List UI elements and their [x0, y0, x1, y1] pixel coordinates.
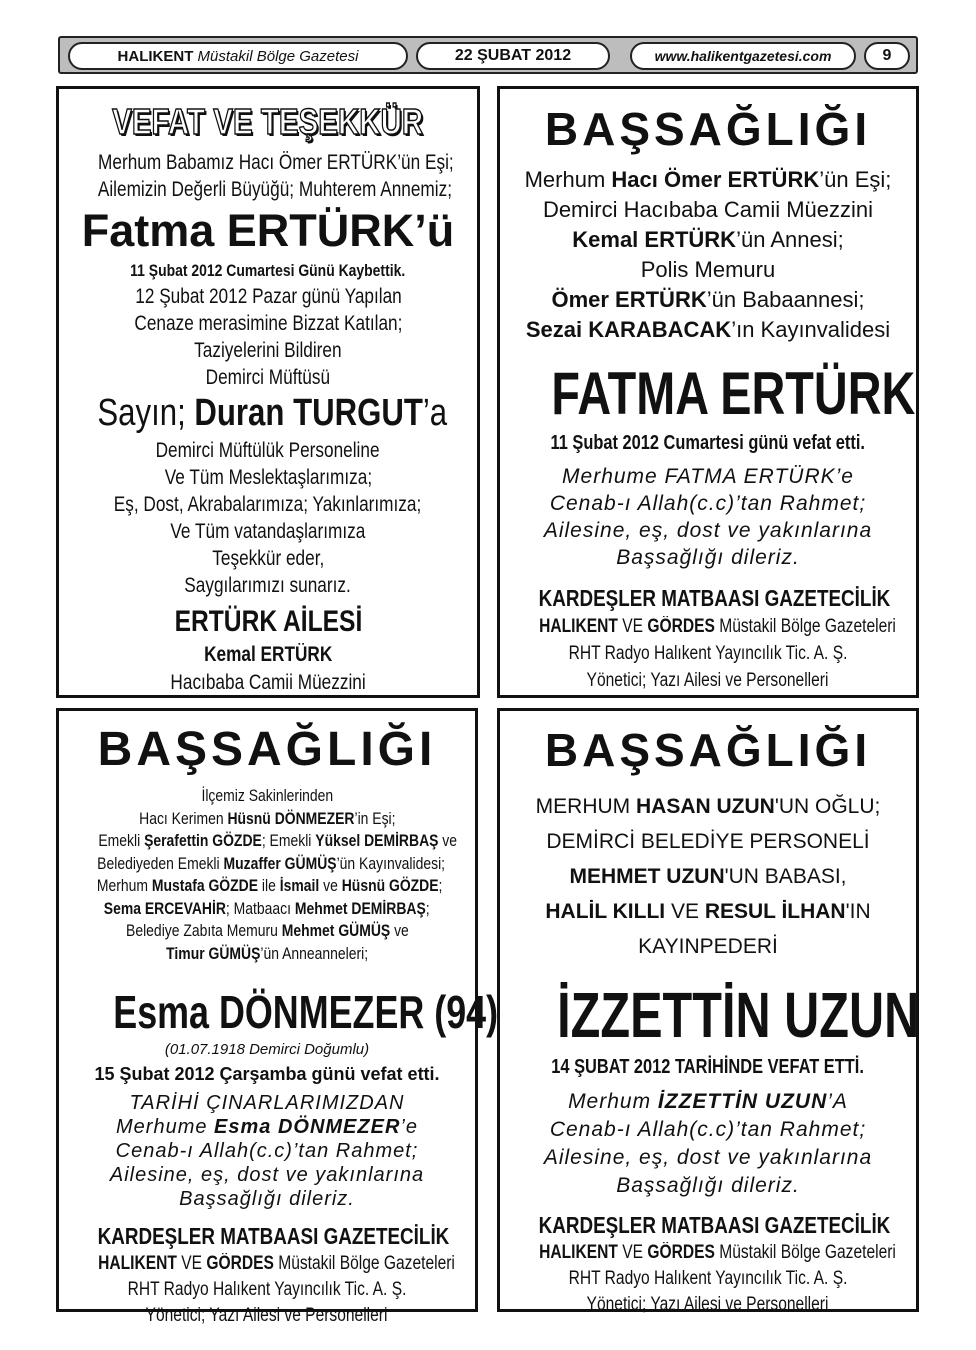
- notice4-sender: KARDEŞLER MATBAASI GAZETECİLİK: [538, 1212, 891, 1238]
- website-link[interactable]: [630, 42, 856, 70]
- notice4-line5: KAYINPEDERİ: [638, 935, 778, 958]
- notice-bassagligi-fatma: [497, 86, 919, 698]
- notice1-line1: Merhum Babamız Hacı Ömer ERTÜRK’ün Eşi;: [98, 151, 454, 174]
- notice3-sender: KARDEŞLER MATBAASI GAZETECİLİK: [97, 1223, 450, 1249]
- notice3-line1: İlçemiz Sakinlerinden: [201, 786, 333, 805]
- page-number: [864, 42, 910, 70]
- notice1-line10: Ve Tüm vatandaşlarımıza: [170, 520, 366, 543]
- notice2-title: BAŞSAĞLIĞI: [544, 103, 872, 155]
- notice2-deceased-name: FATMA ERTÜRK: [551, 360, 916, 427]
- notice1-signer-title: Hacıbaba Camii Müezzini: [170, 671, 366, 694]
- notice1-line11: Teşekkür eder,: [211, 547, 324, 570]
- notice4-death-date: 14 ŞUBAT 2012 TARİHİNDE VEFAT ETTİ.: [551, 1056, 865, 1078]
- notice2-line5: Ömer ERTÜRK’ün Babaannesi;: [551, 287, 865, 312]
- page-number-text: 9: [882, 47, 892, 64]
- notice3-condolence2: Cenab-ı Allah(c.c)’tan Rahmet;: [115, 1140, 419, 1162]
- notice-bassagligi-esma: [56, 708, 499, 1326]
- notice1-line4: Cenaze merasimine Bizzat Katılan;: [134, 312, 402, 335]
- paper-name: HALIKENT: [117, 47, 194, 65]
- notice3-line7: Belediye Zabıta Memuru Mehmet GÜMÜŞ ve: [125, 921, 409, 940]
- notice2-line6: Sezai KARABACAK’ın Kayınvalidesi: [525, 317, 891, 342]
- notice3-sender-line1: HALIKENT VE GÖRDES Müstakil Bölge Gazeteleri: [98, 1253, 455, 1274]
- notice3-birth: (01.07.1918 Demirci Doğumlu): [164, 1041, 370, 1058]
- notice3-sender-line3: Yönetici; Yazı Ailesi ve Personelleri: [146, 1305, 388, 1326]
- notice2-line4: Polis Memuru: [640, 257, 776, 282]
- notice2-sender-line2: RHT Radyo Halıkent Yayıncılık Tic. A. Ş.: [568, 643, 848, 664]
- notice3-line3: Emekli Şerafettin GÖZDE; Emekli Yüksel DEMİRBAŞ ve: [98, 831, 458, 850]
- notice-vefat-tesekkur: [56, 86, 480, 698]
- notice3-death-date: 15 Şubat 2012 Çarşamba günü vefat etti.: [94, 1064, 440, 1084]
- notice1-line3: 12 Şubat 2012 Pazar günü Yapılan: [134, 285, 402, 308]
- notice1-line8: Ve Tüm Meslektaşlarımıza;: [164, 466, 372, 489]
- notice2-condolence4: Başsağlığı dileriz.: [616, 546, 800, 569]
- issue-date: [416, 42, 610, 70]
- notice4-line3: MEHMET UZUN'UN BABASI,: [569, 865, 847, 888]
- notice2-line3: Kemal ERTÜRK’ün Annesi;: [572, 227, 844, 252]
- notice1-title: VEFAT VE TEŞEKKÜR: [112, 101, 424, 142]
- notice4-condolence1: Merhum İZZETTİN UZUN’A: [568, 1090, 848, 1113]
- notice1-thanked-name: Duran TURGUT: [194, 392, 423, 434]
- notice3-line5: Merhum Mustafa GÖZDE ile İsmail ve Hüsnü GÖZDE;: [96, 876, 443, 895]
- notice4-line4: HALİL KILLI VE RESUL İLHAN'IN: [545, 900, 871, 923]
- notice3-line2: Hacı Kerimen Hüsnü DÖNMEZER’in Eşi;: [138, 808, 396, 828]
- notice2-condolence3: Ailesine, eş, dost ve yakınlarına: [543, 519, 873, 542]
- notice3-line8: Timur GÜMÜŞ’ün Anneanneleri;: [166, 943, 368, 963]
- notice2-death-date: 11 Şubat 2012 Cumartesi günü vefat etti.: [550, 432, 866, 454]
- notice3-line4: Belediyeden Emekli Muzaffer GÜMÜŞ’ün Kayınvalidesi;: [97, 853, 446, 873]
- notice1-line12: Saygılarımızı sunarız.: [184, 574, 352, 597]
- notice4-line2: DEMİRCİ BELEDİYE PERSONELİ: [546, 830, 870, 853]
- notice-bassagligi-izzettin: [497, 708, 920, 1315]
- notice3-title: BAŞSAĞLIĞI: [97, 723, 437, 776]
- notice1-deceased-name: Fatma ERTÜRK’ü: [81, 205, 455, 256]
- notice2-line2: Demirci Hacıbaba Camii Müezzini: [542, 197, 874, 222]
- website-text: www.halikentgazetesi.com: [654, 48, 832, 64]
- notice4-sender-line1: HALIKENT VE GÖRDES Müstakil Bölge Gazeteleri: [539, 1242, 896, 1263]
- notice1-honorific: Sayın;: [97, 392, 186, 434]
- notice3-condolence0: TARİHİ ÇINARLARIMIZDAN: [129, 1092, 405, 1114]
- notice4-condolence3: Ailesine, eş, dost ve yakınlarına: [543, 1146, 873, 1169]
- paper-subtitle: Müstakil Bölge Gazetesi: [197, 47, 359, 65]
- notice1-line7: Demirci Müftülük Personeline: [156, 439, 380, 462]
- notice1-line2: Ailemizin Değerli Büyüğü; Muhterem Annemiz;: [97, 178, 452, 201]
- notice3-sender-line2: RHT Radyo Halıkent Yayıncılık Tic. A. Ş.: [127, 1279, 407, 1300]
- notice4-deceased-name: İZZETTİN UZUN: [557, 979, 920, 1051]
- issue-date-text: 22 ŞUBAT 2012: [454, 47, 572, 64]
- notice2-sender: KARDEŞLER MATBAASI GAZETECİLİK: [538, 585, 891, 611]
- notice4-title: BAŞSAĞLIĞI: [544, 724, 872, 776]
- notice2-sender-line3: Yönetici; Yazı Ailesi ve Personelleri: [587, 670, 829, 691]
- notice2-condolence1: Merhume FATMA ERTÜRK’e: [562, 465, 854, 488]
- notice2-sender-line1: HALIKENT VE GÖRDES Müstakil Bölge Gazeteleri: [539, 616, 896, 637]
- notice2-line1: Merhum Hacı Ömer ERTÜRK’ün Eşi;: [524, 167, 892, 192]
- notice4-condolence4: Başsağlığı dileriz.: [616, 1174, 800, 1197]
- notice3-deceased-name: Esma DÖNMEZER (94): [113, 986, 499, 1038]
- notice3-condolence1: Merhume Esma DÖNMEZER’e: [116, 1116, 418, 1138]
- notice3-condolence3: Ailesine, eş, dost ve yakınlarına: [109, 1164, 425, 1186]
- notice1-line6: Demirci Müftüsü: [205, 366, 331, 389]
- notice4-sender-line2: RHT Radyo Halıkent Yayıncılık Tic. A. Ş.: [568, 1268, 848, 1289]
- notice4-line1: MERHUM HASAN UZUN'UN OĞLU;: [535, 795, 881, 818]
- notice1-family: ERTÜRK AİLESİ: [174, 605, 362, 638]
- notice1-thanked-suffix: ’a: [422, 392, 448, 434]
- notice3-condolence4: Başsağlığı dileriz.: [179, 1188, 355, 1210]
- paper-name-pill: [68, 42, 408, 70]
- notice1-line9: Eş, Dost, Akrabalarımıza; Yakınlarımıza;: [114, 493, 422, 516]
- notice3-line6: Sema ERCEVAHİR; Matbaacı Mehmet DEMİRBAŞ;: [104, 898, 430, 918]
- notice1-line5: Taziyelerini Bildiren: [194, 339, 342, 362]
- notice4-sender-line3: Yönetici; Yazı Ailesi ve Personelleri: [587, 1294, 829, 1315]
- notice1-thanked: [59, 391, 477, 435]
- notice4-condolence2: Cenab-ı Allah(c.c)’tan Rahmet;: [549, 1118, 867, 1141]
- notice2-condolence2: Cenab-ı Allah(c.c)’tan Rahmet;: [549, 492, 867, 515]
- notice1-death-date: 11 Şubat 2012 Cumartesi Günü Kaybettik.: [130, 261, 406, 280]
- notice1-signer-name: Kemal ERTÜRK: [203, 643, 333, 666]
